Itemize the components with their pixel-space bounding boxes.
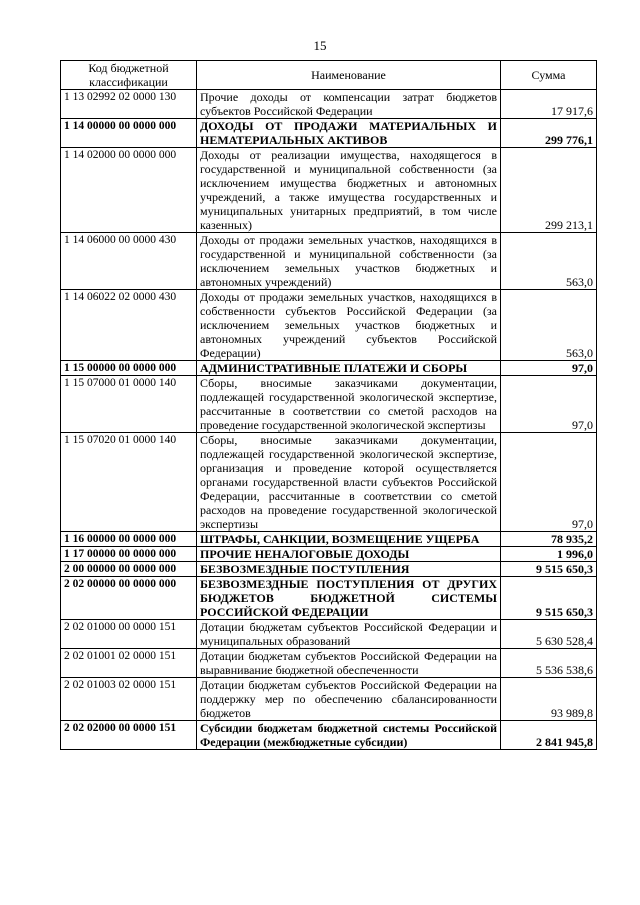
- row-sum: 78 935,2: [501, 532, 597, 547]
- row-code: 2 02 02000 00 0000 151: [61, 721, 197, 750]
- row-code: 1 15 07000 01 0000 140: [61, 376, 197, 433]
- row-code: 1 15 07020 01 0000 140: [61, 433, 197, 532]
- row-name: Доходы от реализации имущества, находящегося в государственной и муниципальной собственности (за исключением имущества бюджетных и автономных учреждений, а также имущества государственных и муниципальных унитарных предприятий, в том числе казенных): [197, 148, 501, 233]
- row-sum: 1 996,0: [501, 547, 597, 562]
- table-row: [61, 562, 597, 577]
- table-row: [61, 361, 597, 376]
- row-name: Сборы, вносимые заказчиками документации, подлежащей государственной экологической экспертизе, организация и проведение которой осуществляется органами государственной власти субъектов Российской Федерации, рассчитанные в соответствии со сметой расходов на проведение государственной экологической экспертизы: [197, 433, 501, 532]
- row-sum: 299 776,1: [501, 119, 597, 148]
- row-code: 1 15 00000 00 0000 000: [61, 361, 197, 376]
- row-code: 1 13 02992 02 0000 130: [61, 90, 197, 119]
- row-sum: 5 630 528,4: [501, 620, 597, 649]
- table-row: [61, 119, 597, 148]
- row-name: ДОХОДЫ ОТ ПРОДАЖИ МАТЕРИАЛЬНЫХ И НЕМАТЕРИАЛЬНЫХ АКТИВОВ: [197, 119, 501, 148]
- row-name: ШТРАФЫ, САНКЦИИ, ВОЗМЕЩЕНИЕ УЩЕРБА: [197, 532, 501, 547]
- row-code: 2 00 00000 00 0000 000: [61, 562, 197, 577]
- header-name: Наименование: [197, 61, 501, 90]
- table-row: [61, 577, 597, 620]
- row-name: ПРОЧИЕ НЕНАЛОГОВЫЕ ДОХОДЫ: [197, 547, 501, 562]
- row-sum: 97,0: [501, 433, 597, 532]
- row-code: 1 14 06022 02 0000 430: [61, 290, 197, 361]
- table-row: [61, 233, 597, 290]
- row-sum: 17 917,6: [501, 90, 597, 119]
- row-name: Субсидии бюджетам бюджетной системы Российской Федерации (межбюджетные субсидии): [197, 721, 501, 750]
- table-row: [61, 547, 597, 562]
- row-name: Доходы от продажи земельных участков, находящихся в государственной и муниципальной собственности (за исключением земельных участков бюджетных и автономных учреждений): [197, 233, 501, 290]
- row-sum: 299 213,1: [501, 148, 597, 233]
- budget-revenue-table: [60, 60, 597, 750]
- table-row: [61, 433, 597, 532]
- row-name: Доходы от продажи земельных участков, находящихся в собственности субъектов Российской Федерации (за исключением земельных участков бюджетных и автономных учреждений субъектов Российской Федерации): [197, 290, 501, 361]
- row-code: 1 14 06000 00 0000 430: [61, 233, 197, 290]
- row-code: 2 02 01000 00 0000 151: [61, 620, 197, 649]
- row-sum: 97,0: [501, 361, 597, 376]
- table-row: [61, 290, 597, 361]
- row-code: 1 14 02000 00 0000 000: [61, 148, 197, 233]
- header-sum: Сумма: [501, 61, 597, 90]
- row-code: 1 16 00000 00 0000 000: [61, 532, 197, 547]
- row-name: Дотации бюджетам субъектов Российской Федерации и муниципальных образований: [197, 620, 501, 649]
- row-name: Дотации бюджетам субъектов Российской Федерации на поддержку мер по обеспечению сбалансированности бюджетов: [197, 678, 501, 721]
- row-code: 2 02 01001 02 0000 151: [61, 649, 197, 678]
- page-number: 15: [313, 38, 327, 53]
- row-name: БЕЗВОЗМЕЗДНЫЕ ПОСТУПЛЕНИЯ: [197, 562, 501, 577]
- row-sum: 93 989,8: [501, 678, 597, 721]
- table-row: [61, 376, 597, 433]
- table-header-row: [61, 61, 597, 90]
- row-sum: 97,0: [501, 376, 597, 433]
- row-code: 1 17 00000 00 0000 000: [61, 547, 197, 562]
- table-row: [61, 148, 597, 233]
- table-body: [61, 90, 597, 750]
- row-sum: 563,0: [501, 233, 597, 290]
- row-name: Прочие доходы от компенсации затрат бюджетов субъектов Российской Федерации: [197, 90, 501, 119]
- row-sum: 9 515 650,3: [501, 577, 597, 620]
- row-code: 1 14 00000 00 0000 000: [61, 119, 197, 148]
- table-row: [61, 649, 597, 678]
- row-code: 2 02 00000 00 0000 000: [61, 577, 197, 620]
- table-row: [61, 721, 597, 750]
- row-name: БЕЗВОЗМЕЗДНЫЕ ПОСТУПЛЕНИЯ ОТ ДРУГИХ БЮДЖЕТОВ БЮДЖЕТНОЙ СИСТЕМЫ РОССИЙСКОЙ ФЕДЕРАЦИИ: [197, 577, 501, 620]
- row-code: 2 02 01003 02 0000 151: [61, 678, 197, 721]
- row-sum: 563,0: [501, 290, 597, 361]
- row-sum: 2 841 945,8: [501, 721, 597, 750]
- table-row: [61, 620, 597, 649]
- header-code: Код бюджетной классификации: [61, 61, 197, 90]
- row-sum: 9 515 650,3: [501, 562, 597, 577]
- table-row: [61, 90, 597, 119]
- row-name: Дотации бюджетам субъектов Российской Федерации на выравнивание бюджетной обеспеченности: [197, 649, 501, 678]
- row-name: АДМИНИСТРАТИВНЫЕ ПЛАТЕЖИ И СБОРЫ: [197, 361, 501, 376]
- row-sum: 5 536 538,6: [501, 649, 597, 678]
- table-row: [61, 532, 597, 547]
- table-row: [61, 678, 597, 721]
- row-name: Сборы, вносимые заказчиками документации, подлежащей государственной экологической экспертизе, рассчитанные в соответствии со сметой расходов на проведение государственной экологической экспертизы: [197, 376, 501, 433]
